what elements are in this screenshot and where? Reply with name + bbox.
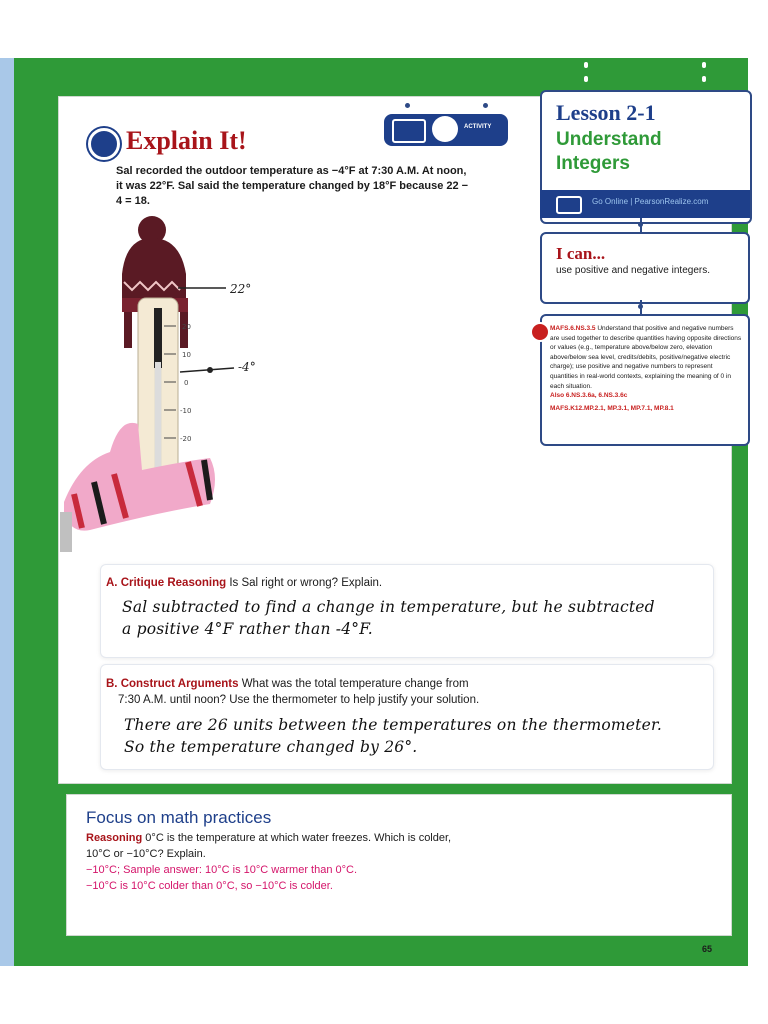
focus-answer-line1: −10°C; Sample answer: 10°C is 10°C warmer than 0°C.	[86, 864, 358, 876]
activity-label: ACTIVITY	[464, 124, 492, 130]
hat-top	[122, 238, 186, 274]
lesson-title: Lesson 2-1	[556, 100, 656, 125]
answer-b-line1: There are 26 units between the temperatures on the thermometer.	[124, 716, 662, 734]
question-b-prompt-line2: 7:30 A.M. until noon? Use the thermometer to help justify your solution.	[118, 694, 480, 706]
question-a-heading: Critique Reasoning	[120, 577, 227, 589]
lesson-subtitle-line: Understand	[556, 129, 662, 150]
ican-text: use positive and negative integers.	[556, 265, 710, 276]
lesson-subtitle	[556, 128, 736, 176]
page-number: 65	[702, 944, 713, 954]
answer-a-line1: Sal subtracted to find a change in temperature, but he subtracted	[122, 598, 655, 616]
focus-question: 0°C is the temperature at which water freezes. Which is colder,	[145, 832, 452, 844]
question-a-label	[106, 577, 382, 589]
standards-practices: MAFS.K12.MP.2.1, MP.3.1, MP.7.1, MP.8.1	[550, 404, 674, 412]
tick-label: 20	[182, 323, 191, 331]
focus-answer-line2: −10°C is 10°C colder than 0°C, so −10°C is colder.	[86, 880, 333, 892]
answer-a-line2: a positive 4°F rather than -4°F.	[122, 620, 373, 638]
standards-description: Understand that positive and negative numbers are used together to describe quantities having opposite directions or values (e.g., temperature above/below zero, elevation above/below sea level, credits/debits, positive/negative electric charge); use positive and negative numbers to represent quantities in real-world contexts, explaining the meaning of 0 in each situation.	[550, 325, 742, 390]
standards-code: MAFS.6.NS.3.5	[550, 325, 596, 332]
standards-text	[550, 324, 742, 413]
focus-heading: Reasoning	[86, 832, 143, 844]
question-b-letter: B.	[106, 678, 118, 690]
question-a-prompt: Is Sal right or wrong? Explain.	[229, 577, 383, 589]
question-b-heading: Construct Arguments	[120, 678, 239, 690]
focus-question-line1	[86, 832, 686, 844]
scarf-stripe	[154, 308, 162, 368]
tick-label: -10	[180, 407, 192, 415]
go-online-link[interactable]: Go Online | PearsonRealize.com	[592, 197, 709, 206]
question-a-letter: A.	[106, 577, 118, 589]
question-b-label	[106, 678, 469, 690]
problem-text: Sal recorded the outdoor temperature as −4°F at 7:30 A.M. At noon, it was 22°F. Sal said the temperature changed by 18°F because 22 − 4 = 18.	[116, 165, 469, 207]
focus-question-line2: 10°C or −10°C? Explain.	[86, 848, 206, 860]
standards-also: Also 6.NS.3.6a, 6.NS.3.6c	[550, 392, 628, 400]
thermometer-illustration	[60, 212, 320, 558]
ican-title: I can...	[556, 244, 606, 263]
tick-label: 10	[182, 351, 191, 359]
tick-label: -20	[180, 435, 192, 443]
explain-title: Explain It!	[126, 126, 247, 155]
page-edge	[0, 58, 14, 966]
computer-icon	[556, 196, 582, 214]
tick-label: 0	[184, 379, 189, 387]
hand-pointer-icon	[88, 128, 120, 160]
computer-icon	[392, 119, 426, 143]
focus-title: Focus on math practices	[86, 808, 272, 827]
temperature-label-neg4: -4°	[238, 360, 256, 374]
hand-icon	[432, 116, 458, 142]
answer-b-line2: So the temperature changed by 26°.	[124, 738, 418, 756]
temperature-label-22: 22°	[230, 282, 252, 296]
lesson-subtitle-line: Integers	[556, 153, 630, 174]
standards-icon	[530, 322, 550, 342]
question-b-prompt: What was the total temperature change from	[241, 678, 469, 690]
